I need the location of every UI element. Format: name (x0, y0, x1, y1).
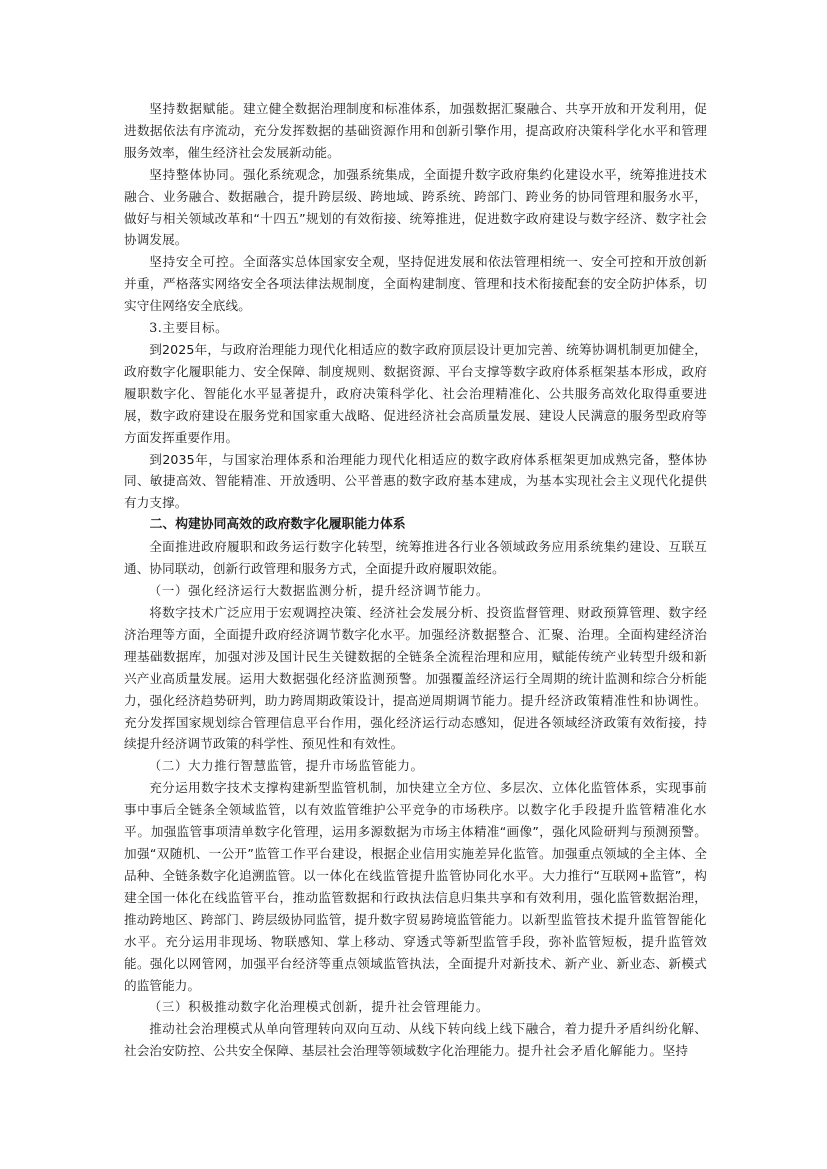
subsection-heading-market: （二）大力推行智慧监管，提升市场监管能力。 (148, 758, 424, 774)
goal-2035: 到2035年，与国家治理体系和治理能力现代化相适应的数字政府体系框架更加成熟完备，整体协同、敏捷高效、智能精准、开放透明、公平普惠的数字政府基本建成，为基本实现社会主义现代化提供有力支撑。 (124, 451, 707, 511)
document-page (124, 98, 707, 1062)
principle-text: 建立健全数据治理制度和标准体系，加强数据汇聚融合、共享开放和开发利用，促进数据依法有序流动，充分发挥数据的基础资源作用和创新引擎作用，提高政府决策科学化水平和管理服务效率，催生经济社会发展新动能。 (124, 101, 708, 160)
section-heading: 二、构建协同高效的政府数字化履职能力体系 (149, 517, 406, 533)
principle-label: 坚持数据赋能。 (149, 101, 243, 116)
market-paragraph: 充分运用数字技术支撑构建新型监管机制，加快建立全方位、多层次、立体化监管体系，实现事前事中事后全链条全领域监管，以有效监管维护公平竞争的市场秩序。以数字化手段提升监管精准化水平。加强监管事项清单数字化管理，运用多源数据为市场主体精准“画像”，强化风险研判与预测预警。加强“双随机、一公开”监管工作平台建设，根据企业信用实施差异化监管。加强重点领域的全主体、全品种、全链条数字化追溯监管。以一体化在线监管提升监管协同化水平。大力推行“互联网+监管”，构建全国一体化在线监管平台，推动监管数据和行政执法信息归集共享和有效利用，强化监管数据治理，推动跨地区、跨部门、跨层级协同监管，提升数字贸易跨境监管能力。以新型监管技术提升监管智能化水平。充分运用非现场、物联感知、掌上移动、穿透式等新型监管手段，弥补监管短板，提升监管效能。强化以网管网，加强平台经济等重点领域监管执法，全面提升对新技术、新产业、新业态、新模式的监管能力。 (124, 780, 707, 993)
principle-data-empowerment (124, 98, 707, 164)
key-point: 以数字化手段提升监管精准化水平。 (124, 802, 707, 840)
key-point: 以新型监管技术提升监管智能化水平。 (124, 911, 707, 949)
principle-overall-synergy (124, 164, 707, 252)
principle-security-control (124, 251, 707, 317)
principle-text: 强化系统观念，加强系统集成，全面提升数字政府集约化建设水平，统筹推进技术融合、业务融合、数据融合，提升跨层级、跨地域、跨系统、跨部门、跨业务的协同管理和服务水平，做好与相关领域改革和“十四五”规划的有效衔接、统筹推进，促进数字政府建设与数字经济、数字社会协调发展。 (124, 166, 708, 248)
economy-paragraph: 将数字技术广泛应用于宏观调控决策、经济社会发展分析、投资监督管理、财政预算管理、数字经济治理等方面，全面提升政府经济调节数字化水平。加强经济数据整合、汇聚、治理。全面构建经济治理基础数据库，加强对涉及国计民生关键数据的全链条全流程治理和应用，赋能传统产业转型升级和新兴产业高质量发展。运用大数据强化经济监测预警。加强覆盖经济运行全周期的统计监测和综合分析能力，强化经济趋势研判，助力跨周期政策设计，提高逆周期调节能力。提升经济政策精准性和协调性。充分发挥国家规划综合管理信息平台作用，强化经济运行动态感知，促进各领域经济政策有效衔接，持续提升经济调节政策的科学性、预见性和有效性。 (124, 605, 708, 752)
section-intro: 全面推进政府履职和政务运行数字化转型，统筹推进各行业各领域政务应用系统集约建设、互联互通、协同联动，创新行政管理和服务方式，全面提升政府履职效能。 (124, 539, 707, 577)
key-point: 运用大数据强化经济监测预警。 (239, 670, 426, 686)
subsection-heading-society: （三）积极推动数字化治理模式创新，提升社会管理能力。 (148, 999, 490, 1015)
society-paragraph: 推动社会治理模式从单向管理转向双向互动、从线下转向线上线下融合，着力提升矛盾纠纷化解、社会治安防控、公共安全保障、基层社会治理等领域数字化治理能力。提升社会矛盾化解能力。坚持 (124, 1021, 707, 1059)
principle-label: 坚持安全可控。 (149, 254, 243, 270)
goal-2025: 到2025年，与政府治理能力现代化相适应的数字政府顶层设计更加完善、统筹协调机制更加健全，政府数字化履职能力、安全保障、制度规则、数据资源、平台支撑等数字政府体系框架基本形成，政府履职数字化、智能化水平显著提升，政府决策科学化、社会治理精准化、公共服务高效化取得重要进展，数字政府建设在服务党和国家重大战略、促进经济社会高质量发展、建设人民满意的服务型政府等方面发挥重要作用。 (124, 341, 707, 445)
key-point: 加强经济数据整合、汇聚、治理。 (418, 626, 618, 642)
key-point: 提升社会矛盾化解能力。 (517, 1043, 663, 1059)
principle-label: 坚持整体协同。 (149, 166, 243, 182)
key-point: 以一体化在线监管提升监管协同化水平。 (303, 868, 543, 883)
subsection-heading-economy: （一）强化经济运行大数据监测分析，提升经济调节能力。 (148, 583, 490, 599)
principle-text: 全面落实总体国家安全观，坚持促进发展和依法管理相统一、安全可控和开放创新并重，严格落实网络安全各项法律法规制度，全面构建制度、管理和技术衔接配套的安全防护体系，切实守住网络安全底线。 (124, 254, 708, 314)
goals-label: 3.主要目标。 (149, 320, 229, 336)
key-point: 提升经济政策精准性和协调性。 (520, 692, 707, 708)
